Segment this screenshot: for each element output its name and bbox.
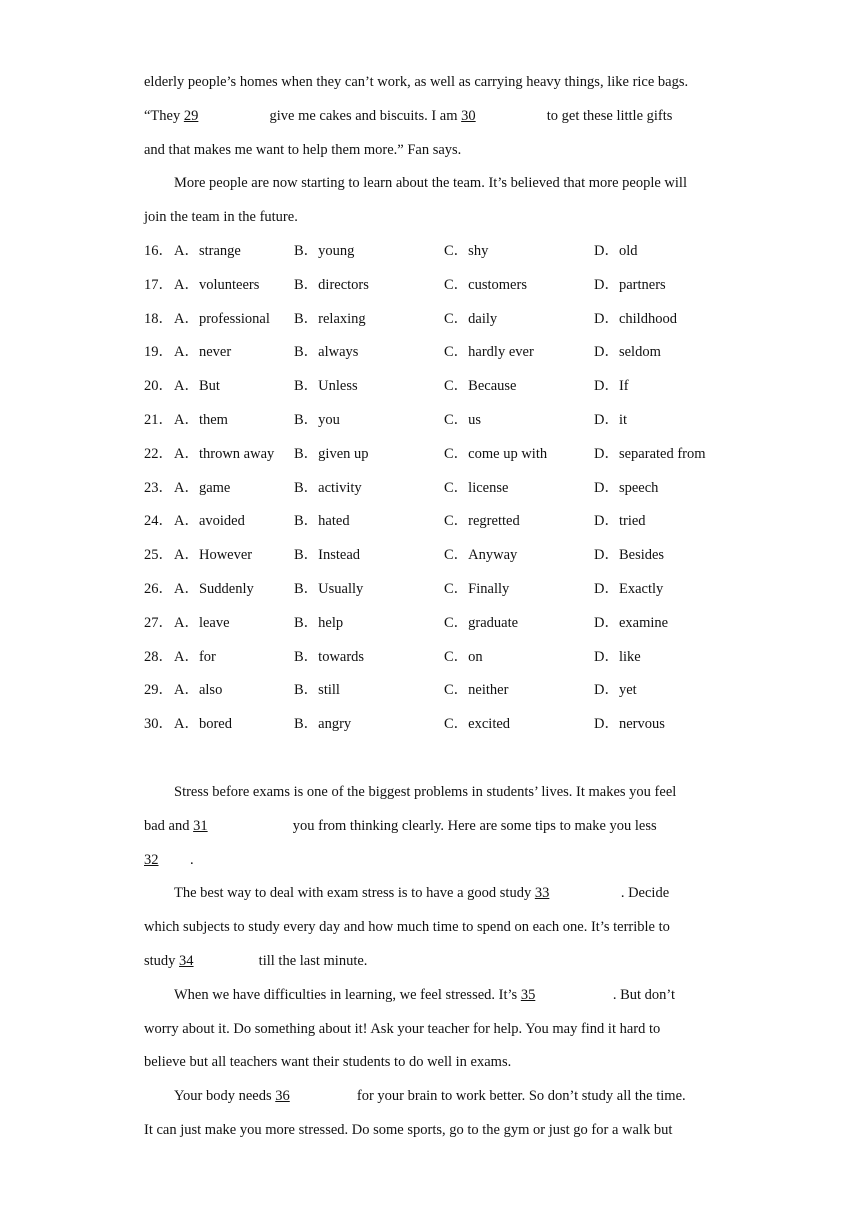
text-segment: bad and (144, 817, 194, 834)
option-c: C．license (444, 479, 509, 496)
question-number: 25． (144, 547, 173, 564)
question-list (144, 235, 716, 742)
question-row (144, 573, 716, 607)
option-d: D．examine (594, 614, 669, 631)
option-d: D．childhood (594, 310, 677, 327)
option-b: B．Instead (294, 547, 361, 564)
text-segment: “They (144, 107, 184, 124)
blank-34: 34 (179, 952, 194, 969)
option-c: C．hardly ever (444, 344, 534, 361)
option-c: C．regretted (444, 513, 520, 530)
text-segment: . But don’t (612, 986, 675, 1003)
option-a: A．also (174, 682, 223, 699)
question-number: 18． (144, 310, 173, 327)
blank-30: 30 (461, 107, 476, 124)
option-b: B．towards (294, 648, 365, 665)
passage1-para2-line1: More people are now starting to learn about the team. It’s believed that more people will (174, 175, 687, 192)
passage2-para1-line2 (144, 810, 716, 844)
option-a: A．thrown away (174, 445, 275, 462)
question-row (144, 269, 716, 303)
option-b: B．given up (294, 445, 369, 462)
option-c: C．Anyway (444, 547, 518, 564)
option-c: C．graduate (444, 614, 519, 631)
passage2-para2-line2: which subjects to study every day and how much time to spend on each one. It’s terrible to (144, 919, 670, 936)
option-c: C．Because (444, 378, 517, 395)
option-b: B．hated (294, 513, 350, 530)
passage1-para2-line2: join the team in the future. (144, 209, 298, 226)
option-a: A．for (174, 648, 216, 665)
option-c: C．daily (444, 310, 498, 327)
option-b: B．relaxing (294, 310, 366, 327)
option-a: A．game (174, 479, 231, 496)
option-a: A．volunteers (174, 276, 260, 293)
question-number: 17． (144, 276, 173, 293)
text-segment: study (144, 952, 180, 969)
option-c: C．excited (444, 716, 511, 733)
question-number: 21． (144, 411, 173, 428)
text-segment: Your body needs (174, 1088, 276, 1105)
option-b: B．angry (294, 716, 352, 733)
passage2-para3-line2: worry about it. Do something about it! Ask your teacher for help. You may find it hard to (144, 1020, 661, 1037)
option-d: D．partners (594, 276, 666, 293)
passage2-para4-line1 (144, 1080, 716, 1114)
option-c: C．us (444, 411, 482, 428)
text-segment: The best way to deal with exam stress is to have a good study (174, 885, 535, 902)
passage2-para2-line1 (144, 877, 716, 911)
passage2-para1-line1: Stress before exams is one of the biggest problems in students’ lives. It makes you feel (174, 783, 677, 800)
option-d: D．Exactly (594, 580, 664, 597)
text-segment: When we have difficulties in learning, we feel stressed. It’s (174, 986, 521, 1003)
blank-33: 33 (534, 885, 550, 902)
option-a: A．But (174, 378, 220, 395)
option-d: D．tried (594, 513, 646, 530)
blank-29: 29 (183, 107, 199, 124)
text-segment: you from thinking clearly. Here are some tips to make you less (289, 817, 657, 834)
option-d: D．it (594, 411, 628, 428)
question-number: 23． (144, 479, 173, 496)
option-a: A．avoided (174, 513, 245, 530)
passage1-line3: and that makes me want to help them more.” Fan says. (144, 141, 462, 158)
question-row (144, 303, 716, 337)
option-d: D．nervous (594, 716, 665, 733)
option-a: A．strange (174, 242, 241, 259)
text-segment: for your brain to work better. So don’t study all the time. (353, 1088, 686, 1105)
option-d: D．speech (594, 479, 659, 496)
passage2-para4-line2: It can just make you more stressed. Do some sports, go to the gym or just go for a walk but (144, 1121, 673, 1138)
question-row (144, 607, 716, 641)
passage2-para2-line3 (144, 945, 716, 979)
question-number: 22． (144, 445, 173, 462)
option-b: B．directors (294, 276, 369, 293)
option-a: A．never (174, 344, 232, 361)
option-d: D．Besides (594, 547, 665, 564)
text-segment: . Decide (620, 885, 670, 902)
option-c: C．on (444, 648, 483, 665)
question-number: 20． (144, 378, 173, 395)
passage2-para1-line3 (144, 844, 716, 878)
text-segment: till the last minute. (255, 952, 368, 969)
question-row (144, 708, 716, 742)
question-row (144, 404, 716, 438)
blank-31: 31 (193, 817, 208, 834)
question-row (144, 438, 716, 472)
option-b: B．Unless (294, 378, 358, 395)
option-d: D．separated from (594, 445, 706, 462)
question-number: 24． (144, 513, 173, 530)
option-a: A．leave (174, 614, 230, 631)
question-row (144, 336, 716, 370)
text-segment: give me cakes and biscuits. I am (265, 107, 462, 124)
question-row (144, 539, 716, 573)
question-row (144, 370, 716, 404)
text-segment: to get these little gifts (543, 107, 673, 124)
option-a: A．bored (174, 716, 232, 733)
option-b: B．you (294, 411, 340, 428)
question-row (144, 505, 716, 539)
question-number: 19． (144, 344, 173, 361)
question-number: 28． (144, 648, 173, 665)
option-b: B．activity (294, 479, 362, 496)
option-c: C．come up with (444, 445, 548, 462)
option-a: A．them (174, 411, 228, 428)
option-b: B．always (294, 344, 359, 361)
question-number: 30． (144, 716, 173, 733)
option-a: A．However (174, 547, 253, 564)
option-d: D．seldom (594, 344, 661, 361)
option-d: D．If (594, 378, 629, 395)
blank-36: 36 (275, 1088, 290, 1105)
option-b: B．Usually (294, 580, 364, 597)
question-number: 16． (144, 242, 173, 259)
text-segment: . (190, 851, 194, 868)
blank-35: 35 (520, 986, 536, 1003)
question-number: 26． (144, 580, 173, 597)
passage1-line1: elderly people’s homes when they can’t work, as well as carrying heavy things, like rice bags. (144, 74, 689, 90)
option-c: C．neither (444, 682, 509, 699)
option-d: D．like (594, 648, 641, 665)
blank-32: 32 (144, 851, 159, 868)
option-c: C．customers (444, 276, 527, 293)
question-number: 29． (144, 682, 173, 699)
passage2-para3-line1 (144, 979, 716, 1013)
question-row (144, 674, 716, 708)
document-content (144, 66, 716, 1148)
question-row (144, 641, 716, 675)
question-number: 27． (144, 614, 173, 631)
option-b: B．still (294, 682, 340, 699)
option-c: C．Finally (444, 580, 510, 597)
option-a: A．Suddenly (174, 580, 254, 597)
option-b: B．help (294, 614, 344, 631)
question-row (144, 235, 716, 269)
option-d: D．old (594, 242, 638, 259)
section-gap (144, 742, 716, 776)
option-d: D．yet (594, 682, 637, 699)
option-a: A．professional (174, 310, 270, 327)
option-c: C．shy (444, 242, 489, 259)
passage1-line2 (144, 100, 716, 134)
option-b: B．young (294, 242, 355, 259)
passage2-para3-line3: believe but all teachers want their students to do well in exams. (144, 1054, 512, 1071)
question-row (144, 472, 716, 506)
